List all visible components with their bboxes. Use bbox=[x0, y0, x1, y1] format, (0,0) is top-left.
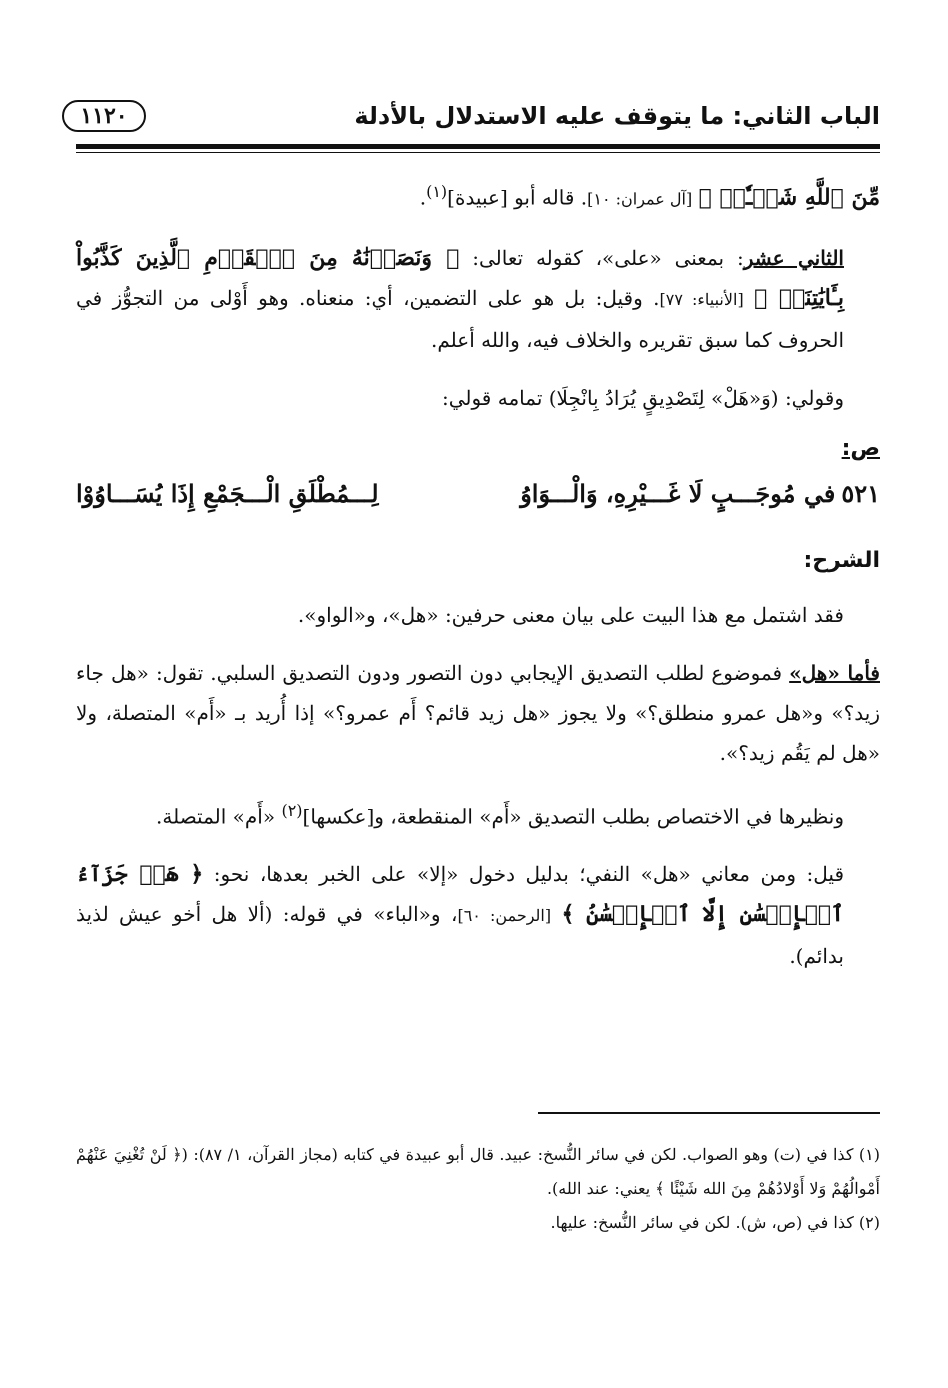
header-rule-thick bbox=[76, 144, 880, 149]
poem-verse bbox=[76, 479, 880, 508]
page-number-badge: ١١٢٠ bbox=[62, 100, 146, 132]
commentary-heading: الشرح: bbox=[803, 547, 880, 573]
paragraph-hal bbox=[76, 653, 880, 773]
quran-quote: ﴿ هَلۡ جَزَآءُ ٱلۡإِحۡسَٰنِ إِلَّا ٱلۡإِحۡسَٰنُ ﴾ bbox=[76, 861, 845, 928]
main-text bbox=[76, 172, 880, 994]
paragraph-negation bbox=[76, 854, 880, 976]
chapter-title: الباب الثاني: ما يتوقف عليه الاستدلال بالأدلة bbox=[354, 102, 880, 130]
footnotes bbox=[76, 1138, 880, 1240]
paragraph-continuation bbox=[76, 172, 880, 220]
quran-reference: [الأنبياء: ٧٧] bbox=[659, 289, 744, 309]
paragraph-text: ونظيرها في الاختصاص بطلب التصديق «أَم» المنقطعة، و[عكسها] bbox=[302, 804, 844, 829]
section-lead: فأما «هل» bbox=[789, 660, 880, 685]
quran-reference: [الرحمن: ٦٠] bbox=[457, 906, 552, 926]
quran-quote: مِّنَ ٱللَّهِ شَيۡـٔٗاۖ ﴾ bbox=[698, 184, 880, 211]
paragraph-text: قيل: ومن معاني «هل» النفي؛ بدليل دخول «إلا» على الخبر بعدها، نحو: bbox=[203, 862, 844, 887]
verse-second-hemistich: لِـــمُطْلَقِ الْـــجَمْعِ إِذَا يُسَـــاوُوْا bbox=[76, 478, 379, 508]
paragraph-two-particles: فقد اشتمل مع هذا البيت على بيان معنى حرفين: «هل»، و«الواو». bbox=[297, 602, 844, 627]
paragraph-text: فموضوع لطلب التصديق الإيجابي دون التصور ودون التصديق السلبي. تقول: «هل جاء زيد؟» و«هل عمرو منطلق؟» ولا يجوز «هل زيد قائم؟ أَم عمرو؟» إذا أُريد بـ «أَم» المتصلة، ولا «هل لم يَقُم زيد؟». bbox=[76, 660, 880, 765]
section-lead: الثاني عشر bbox=[743, 245, 844, 270]
footnote-1: (١) كذا في (ت) وهو الصواب. لكن في سائر النُّسخ: عبيد. قال أبو عبيدة في كتابه (مجاز القرآن، ١/ ٨٧): (﴿ لَنْ تُغْنِيَ عَنْهُمْ أَمْوالُهُمْ وَلا أَوْلادُهُمْ مِنَ الله شَيْئًا ﴾ يعني: عند الله). bbox=[76, 1145, 880, 1198]
footnote-marker: (٢) bbox=[281, 800, 303, 820]
footnote-separator bbox=[538, 1112, 880, 1114]
paragraph-text: ، و«الباء» في قوله: (ألا هل أخو عيش لذيذ بدائم). bbox=[76, 902, 844, 969]
quran-quote: ﴿ وَنَصَرۡنَٰهُ مِنَ ٱلۡقَوۡمِ ٱلَّذِينَ كَذَّبُواْ بِـَٔايَٰتِنَآۚ ﴾ bbox=[76, 244, 844, 311]
quran-reference: [آل عمران: ١٠] bbox=[587, 189, 693, 209]
paragraph-text: : بمعنى «على»، كقوله تعالى: bbox=[459, 245, 744, 270]
paragraph-intro-verse: وقولي: (وَ«هَلْ» لِتَصْدِيقٍ يُرَادُ بِانْجِلَا) تمامه قولي: bbox=[441, 385, 844, 410]
paragraph-text: . قاله أبو [عبيدة] bbox=[447, 185, 588, 210]
paragraph-twelfth bbox=[76, 238, 880, 360]
verse-number: ٥٢١ bbox=[841, 478, 880, 508]
paragraph-text: «أَم» المتصلة. bbox=[156, 804, 282, 829]
header-rule-thin bbox=[76, 152, 880, 153]
paragraph-analogue bbox=[76, 791, 880, 837]
paragraph-end: . bbox=[419, 185, 427, 210]
text-marker-sad: ص: bbox=[841, 435, 880, 461]
running-header bbox=[62, 98, 880, 142]
verse-first-hemistich: ٥٢١في مُوجَـــبٍ لَا غَـــيْرِهِ، وَالْـــوَاوُ bbox=[520, 478, 880, 508]
paragraph-text: . وقيل: بل هو على التضمين، أي: منعناه. وهو أَوْلى من التجوُّز في الحروف كما سبق تقريره والخلاف فيه، والله أعلم. bbox=[76, 285, 844, 352]
footnote-2: (٢) كذا في (ص، ش). لكن في سائر النُّسخ: عليها. bbox=[550, 1213, 880, 1232]
footnote-marker: (١) bbox=[426, 182, 448, 201]
